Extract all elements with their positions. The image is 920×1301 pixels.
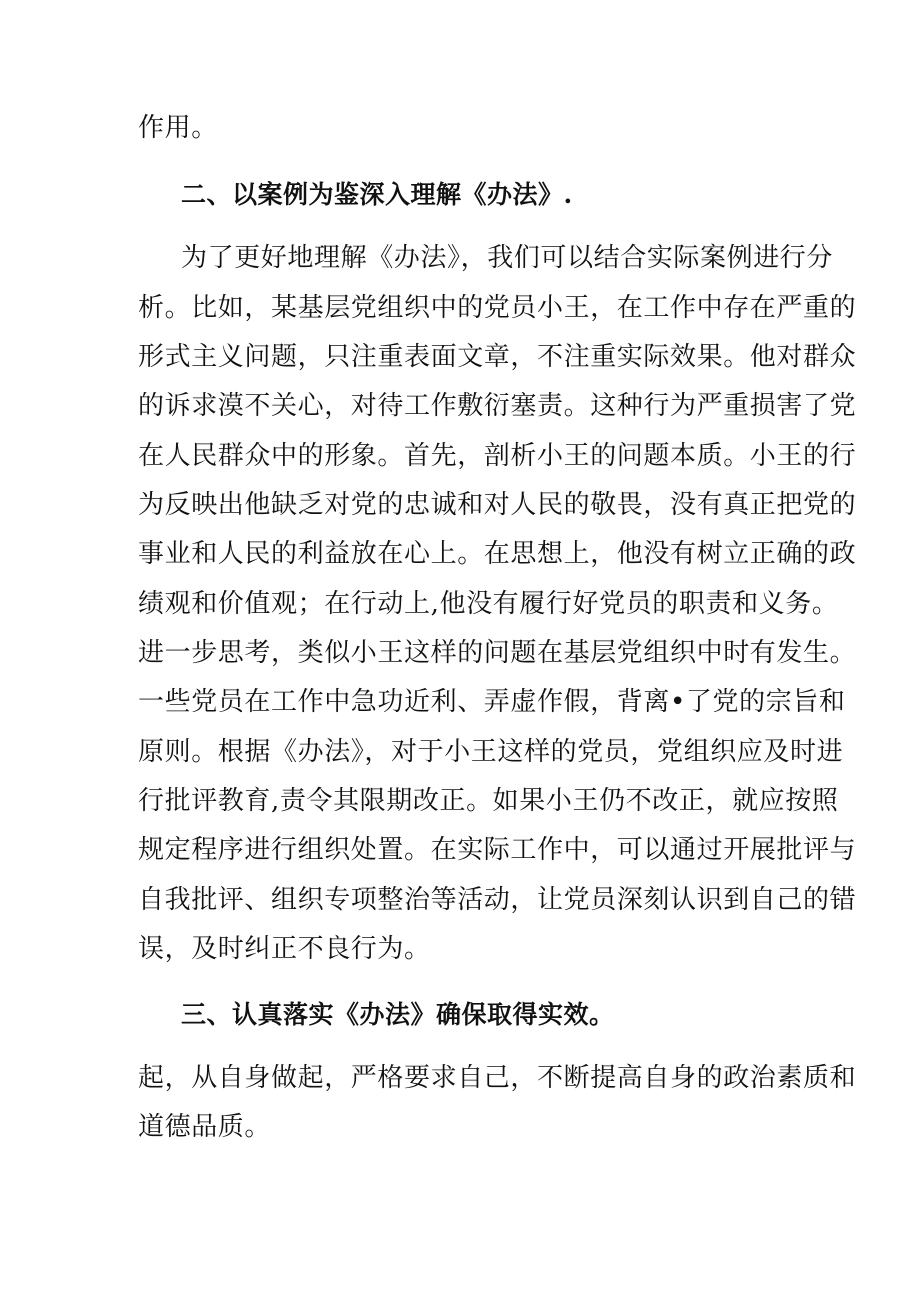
paragraph-line: 规定程序进行组织处置。在实际工作中，可以通过开展批评与	[138, 835, 857, 865]
paragraph-line: 进一步思考，类似小王这样的问题在基层党组织中时有发生。	[138, 638, 857, 668]
paragraph-line: 析。比如，某基层党组织中的党员小王，在工作中存在严重的	[138, 293, 857, 323]
paragraph-line: 起，从自身做起，严格要求自己，不断提高自身的政治素质和	[138, 1063, 857, 1093]
paragraph-line: 自我批评、组织专项整治等活动，让党员深刻认识到自己的错	[138, 885, 857, 915]
paragraph-line: 为了更好地理解《办法》，我们可以结合实际案例进行分	[181, 243, 834, 273]
paragraph-line: 原则。根据《办法》，对于小王这样的党员，党组织应及时进	[138, 737, 844, 767]
section-two-heading: 二、以案例为鉴深入理解《办法》.	[181, 180, 573, 209]
paragraph-line: 一些党员在工作中急功近利、弄虚作假，背离•了党的宗旨和	[138, 687, 846, 717]
paragraph-line: 事业和人民的利益放在心上。在思想上，他没有树立正确的政	[138, 539, 857, 569]
paragraph-line: 在人民群众中的形象。首先，剖析小王的问题本质。小王的行	[138, 441, 857, 471]
paragraph-line: 绩观和价值观；在行动上,他没有履行好党员的职责和义务。	[138, 589, 839, 619]
paragraph-line: 为反映出他缺乏对党的忠诚和对人民的敬畏，没有真正把党的	[138, 490, 857, 520]
paragraph-line: 行批评教育,责令其限期改正。如果小王仍不改正，就应按照	[138, 786, 839, 816]
paragraph-line: 形式主义问题，只注重表面文章，不注重实际效果。他对群众	[138, 342, 857, 372]
paragraph-line: 的诉求漠不关心，对待工作敷衍塞责。这种行为严重损害了党	[138, 391, 857, 421]
top-fragment-text: 作用。	[138, 113, 218, 143]
paragraph-line: 道德品质。	[138, 1112, 272, 1142]
section-three-heading: 三、认真落实《办法》确保取得实效。	[181, 1000, 615, 1029]
paragraph-line: 误，及时纠正不良行为。	[138, 934, 431, 964]
